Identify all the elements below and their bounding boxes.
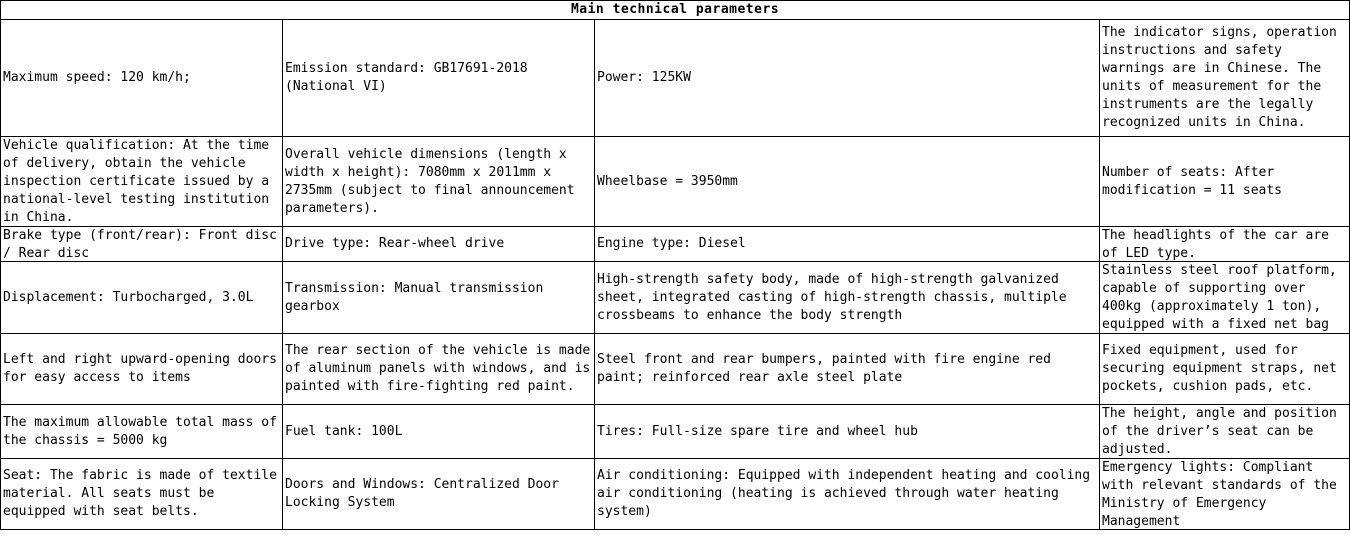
table-cell [595, 262, 1100, 334]
table-row [1, 227, 1350, 262]
table-cell [283, 227, 595, 262]
cell-text: Tires: Full-size spare tire and wheel hub [597, 423, 918, 439]
cell-text: Fuel tank: 100L [285, 423, 403, 439]
table-row [1, 334, 1350, 405]
cell-text: Brake type (front/rear): Front disc / Rear disc [3, 228, 277, 261]
table-cell [1, 137, 283, 227]
table-cell [1, 20, 283, 137]
cell-text: Displacement: Turbocharged, 3.0L [3, 289, 254, 305]
table-cell [595, 405, 1100, 459]
cell-text: Drive type: Rear-wheel drive [285, 236, 505, 251]
cell-text: High-strength safety body, made of high-strength galvanized sheet, integrated casting of high-strength chassis, multiple crossbeams to enhance the body strength [597, 271, 1067, 323]
table-cell [1100, 405, 1350, 459]
cell-text: Seat: The fabric is made of textile material. All seats must be equipped with seat belts. [3, 468, 277, 519]
table-cell [1, 405, 283, 459]
cell-text: Wheelbase = 3950mm [597, 173, 738, 189]
cell-text: Number of seats: After modification = 11 seats [1102, 164, 1283, 198]
table-row [1, 262, 1350, 334]
table-title: Main technical parameters [1, 1, 1350, 20]
table-cell [1100, 262, 1350, 334]
table-cell [283, 405, 595, 459]
table-cell [283, 137, 595, 227]
cell-text: The height, angle and position of the driver’s seat can be adjusted. [1102, 406, 1337, 457]
cell-text: The indicator signs, operation instructions and safety warnings are in Chinese. The units of measurement for the instruments are the legally recognized units in China. [1102, 25, 1337, 130]
cell-text: Maximum speed: 120 km/h; [3, 70, 191, 85]
cell-text: Overall vehicle dimensions (length x width x height): 7080mm x 2011mm x 2735mm (subject to final announcement parameters). [285, 146, 575, 216]
cell-text: Emergency lights: Compliant with relevant standards of the Ministry of Emergency Management [1102, 460, 1337, 529]
table-cell [1100, 459, 1350, 530]
table-cell [1100, 137, 1350, 227]
table-cell [1100, 20, 1350, 137]
table-row [1, 405, 1350, 459]
table-cell [1, 227, 283, 262]
cell-text: Air conditioning: Equipped with independent heating and cooling air conditioning (heating is achieved through water heating system) [597, 468, 1091, 519]
table-title-row [1, 1, 1350, 20]
cell-text: Engine type: Diesel [597, 236, 746, 251]
cell-text: Stainless steel roof platform, capable of supporting over 400kg (approximately 1 ton), equipped with a fixed net bag [1102, 263, 1337, 332]
table-row [1, 20, 1350, 137]
cell-text: The rear section of the vehicle is made of aluminum panels with windows, and is painted with fire-fighting red paint. [285, 343, 591, 394]
table-row [1, 459, 1350, 530]
table-cell [595, 20, 1100, 137]
cell-text: Vehicle qualification: At the time of delivery, obtain the vehicle inspection certificate issued by a national-level testing institution in China. [3, 138, 270, 225]
cell-text: The headlights of the car are of LED type. [1102, 228, 1329, 261]
table-cell [283, 459, 595, 530]
table-row [1, 137, 1350, 227]
table-cell [595, 137, 1100, 227]
table-cell [1, 334, 283, 405]
table-cell [1, 262, 283, 334]
cell-text: The maximum allowable total mass of the chassis = 5000 kg [3, 414, 277, 448]
table-cell [283, 262, 595, 334]
table-cell [595, 459, 1100, 530]
table-cell [1100, 227, 1350, 262]
table-cell [595, 227, 1100, 262]
table-cell [1, 459, 283, 530]
cell-text: Power: 125KW [597, 70, 691, 85]
table-cell [595, 334, 1100, 405]
cell-text: Emission standard: GB17691-2018 (National VI) [285, 61, 528, 94]
cell-text: Doors and Windows: Centralized Door Locking System [285, 477, 559, 510]
cell-text: Transmission: Manual transmission gearbox [285, 280, 544, 314]
cell-text: Fixed equipment, used for securing equipment straps, net pockets, cushion pads, etc. [1102, 343, 1337, 394]
table-cell [283, 334, 595, 405]
table-cell [283, 20, 595, 137]
cell-text: Left and right upward-opening doors for easy access to items [3, 352, 277, 385]
table-cell [1100, 334, 1350, 405]
cell-text: Steel front and rear bumpers, painted with fire engine red paint; reinforced rear axle steel plate [597, 352, 1051, 385]
